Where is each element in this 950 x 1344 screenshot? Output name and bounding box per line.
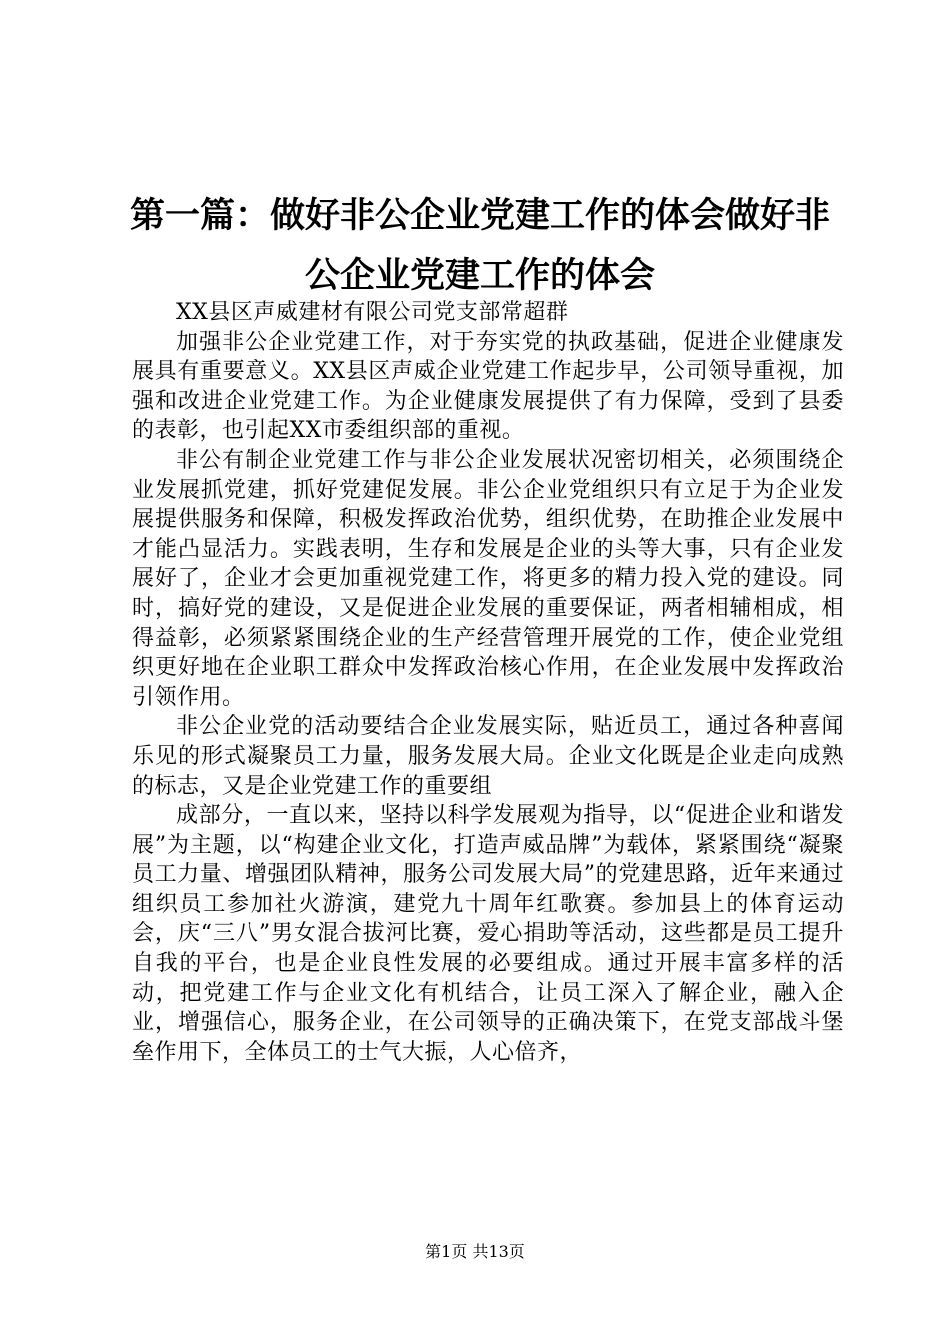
document-body: [132, 298, 844, 1067]
paragraph-1: 加强非公企业党建工作，对于夯实党的执政基础，促进企业健康发展具有重要意义。XX县区声威企业党建工作起步早，公司领导重视，加强和改进企业党建工作。为企业健康发展提供了有力保障，受到了县委的表彰，也引起XX市委组织部的重视。: [132, 329, 844, 444]
document-title: [110, 186, 850, 306]
paragraph-2: 非公有制企业党建工作与非公企业发展状况密切相关，必须围绕企业发展抓党建，抓好党建促发展。非公企业党组织只有立足于为企业发展提供服务和保障，积极发挥政治优势，组织优势，在助推企业发展中才能凸显活力。实践表明，生存和发展是企业的头等大事，只有企业发展好了，企业才会更加重视党建工作，将更多的精力投入党的建设。同时，搞好党的建设，又是促进企业发展的重要保证，两者相辅相成，相得益彰，必须紧紧围绕企业的生产经营管理开展党的工作，使企业党组织更好地在企业职工群众中发挥政治核心作用，在企业发展中发挥政治引领作用。: [132, 447, 844, 710]
paragraph-4: 成部分，一直以来，坚持以科学发展观为指导，以“促进企业和谐发展”为主题，以“构建企业文化，打造声威品牌”为载体，紧紧围绕“凝聚员工力量、增强团队精神，服务公司发展大局”的党建思路，近年来通过组织员工参加社火游演，建党九十周年红歌赛。参加县上的体育运动会，庆“三八”男女混合拔河比赛，爱心捐助等活动，这些都是员工提升自我的平台，也是企业良性发展的必要组成。通过开展丰富多样的活动，把党建工作与企业文化有机结合，让员工深入了解企业，融入企业，增强信心，服务企业，在公司领导的正确决策下，在党支部战斗堡垒作用下，全体员工的士气大振，人心倍齐，: [132, 803, 844, 1065]
title-line-2: 公企业党建工作的体会: [304, 255, 655, 296]
paragraph-3: 非公企业党的活动要结合企业发展实际，贴近员工，通过各种喜闻乐见的形式凝聚员工力量，服务发展大局。企业文化既是企业走向成熟的标志，又是企业党建工作的重要组: [132, 714, 844, 799]
title-line-1: 第一篇：做好非公企业党建工作的体会做好非: [129, 195, 830, 236]
author-line: XX县区声威建材有限公司党支部常超群: [176, 300, 569, 325]
page-footer: 第1页 共13页: [425, 1242, 525, 1261]
